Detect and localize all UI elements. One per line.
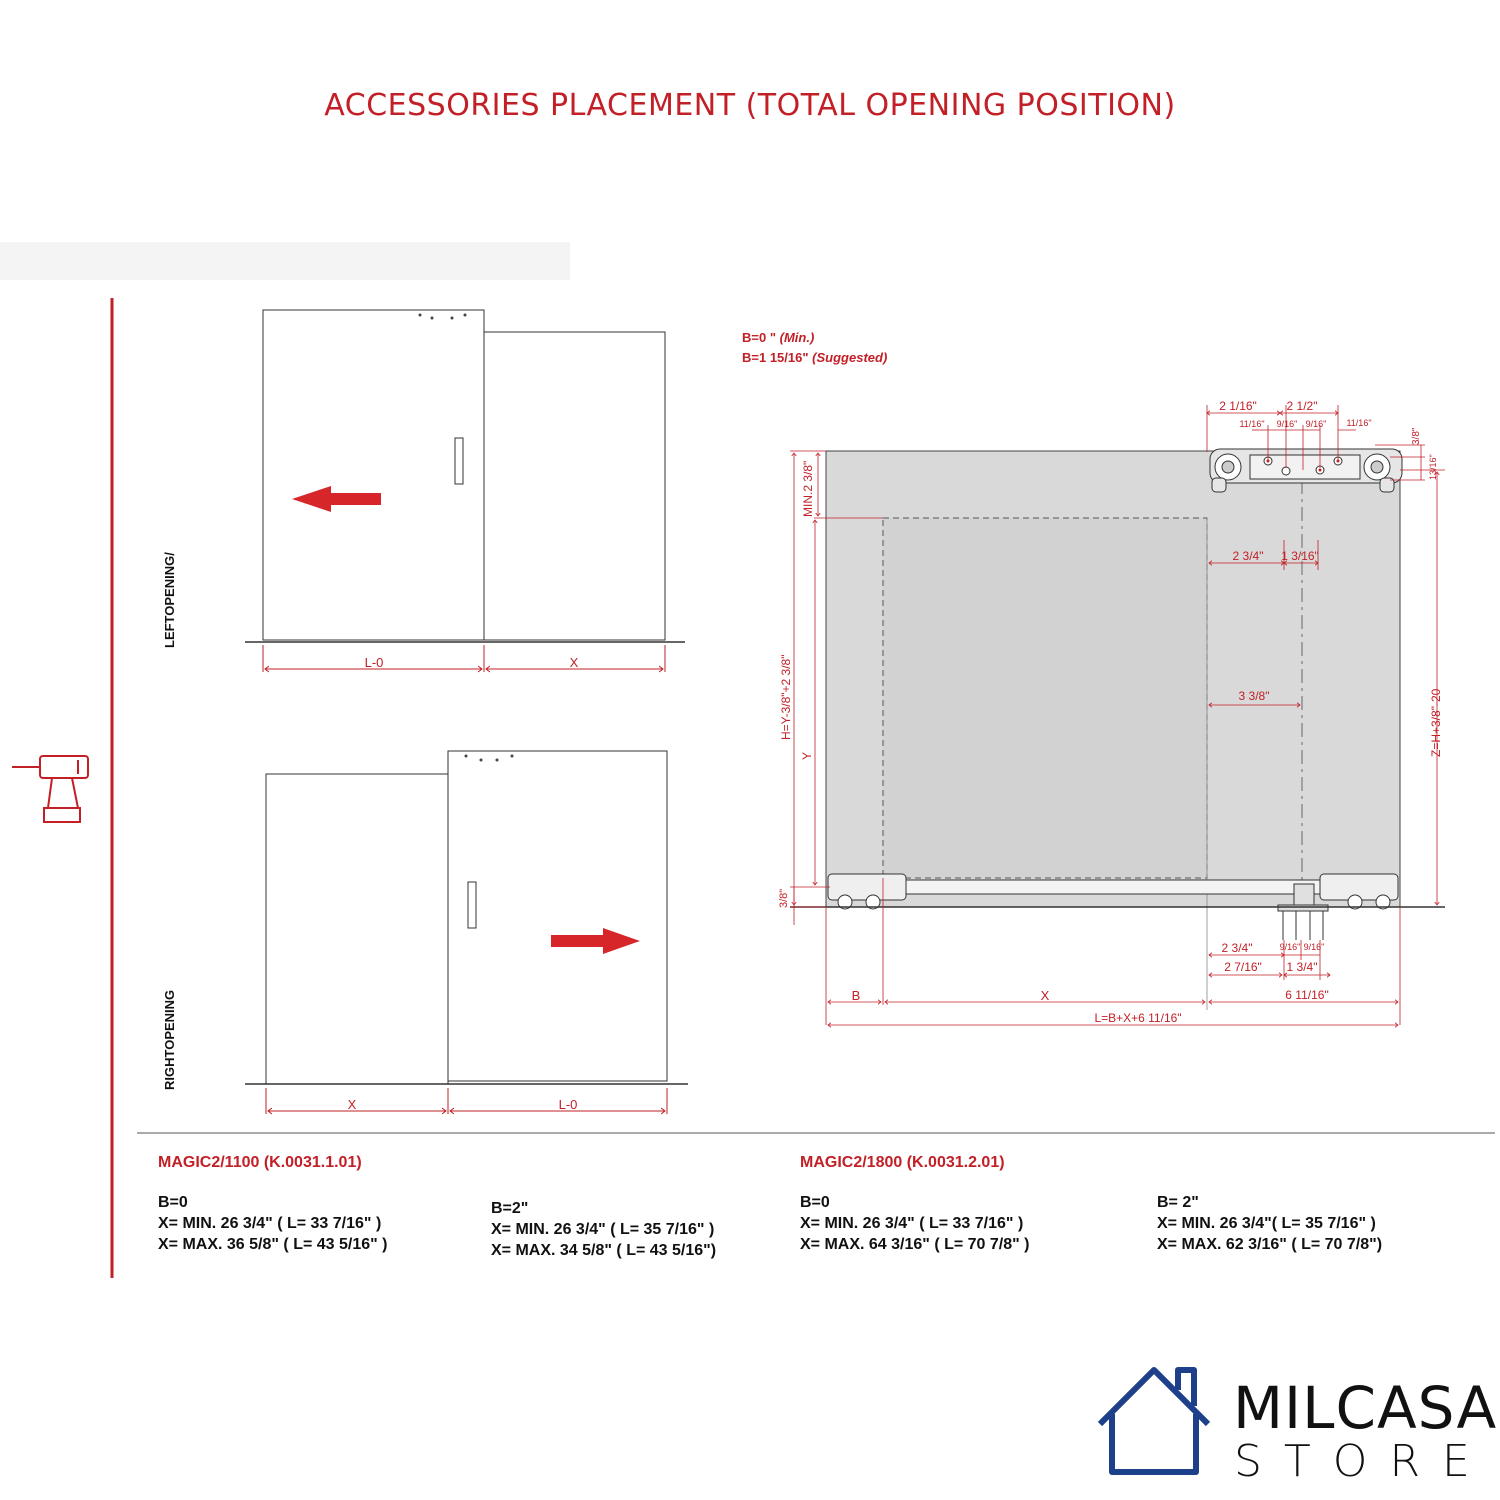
- spec-model-1100: MAGIC2/1100 (K.0031.1.01): [158, 1154, 362, 1171]
- dim-min-238: MIN.2 3/8": [801, 460, 815, 517]
- detail-drawing: [790, 449, 1445, 1010]
- door-panel: [448, 751, 667, 1081]
- brand-subtitle: STORE: [1234, 1436, 1492, 1487]
- dim-right-door: L-0: [558, 1097, 578, 1112]
- spec-min: X= MIN. 26 3/4" ( L= 33 7/16" ): [800, 1215, 1024, 1232]
- spec-1800-b0: [800, 1192, 1030, 1255]
- roller-holes: [465, 755, 514, 762]
- dim-b: B: [851, 988, 861, 1003]
- dim-x: X: [1040, 988, 1050, 1003]
- left-direction-arrow: [292, 486, 381, 512]
- dim-bottom-38: 3/8": [778, 888, 790, 908]
- b-suggested-value: B=1 15/16": [742, 350, 809, 365]
- spec-b: B=2": [491, 1200, 529, 1217]
- dim-bottom-3: 9/16": [1303, 942, 1325, 952]
- b-suggested-label: (Suggested): [812, 350, 888, 365]
- spec-1100-b2: [491, 1198, 716, 1261]
- dim-z-formula: Z=H+3/8"-20: [1429, 688, 1443, 757]
- dim-top-6: 11/16": [1346, 418, 1372, 428]
- dim-top-5: 9/16": [1305, 419, 1327, 429]
- dim-top-1: 2 1/16": [1219, 399, 1257, 413]
- brand-name: MILCASA: [1233, 1374, 1498, 1442]
- dim-bottom-1: 2 3/4": [1221, 941, 1253, 955]
- house-icon: [1100, 1370, 1208, 1472]
- dim-bottom-4: 2 7/16": [1224, 960, 1262, 974]
- dim-bottom-2: 9/16": [1279, 942, 1301, 952]
- b-min-value: B=0 ": [742, 330, 776, 345]
- dim-inner-2: 1 3/16": [1281, 549, 1319, 563]
- page-title: ACCESSORIES PLACEMENT (TOTAL OPENING POSITION): [324, 88, 1176, 123]
- spec-1100-b0: [158, 1192, 388, 1255]
- right-dimension-lines: [266, 1088, 667, 1114]
- fixed-panel: [484, 332, 665, 640]
- dim-inner-1: 2 3/4": [1232, 549, 1264, 563]
- dim-l-formula: L=B+X+6 11/16": [1094, 1011, 1182, 1025]
- b-notes: [742, 328, 887, 368]
- dim-bottom-5: 1 3/4": [1286, 960, 1318, 974]
- left-opening-label: LEFTOPENING/: [162, 552, 177, 648]
- dim-right-opening: X: [347, 1097, 357, 1112]
- spec-b: B=0: [158, 1194, 188, 1211]
- dim-left-door: L-0: [364, 655, 384, 670]
- spec-max: X= MAX. 34 5/8" ( L= 43 5/16"): [491, 1242, 717, 1259]
- dim-top-4: 9/16": [1276, 419, 1298, 429]
- dim-top-8: 13/16": [1428, 454, 1438, 480]
- dim-h-formula: H=Y-3/8"+2 3/8": [779, 654, 793, 740]
- door-handle: [468, 882, 476, 928]
- spec-1800-b2: [1157, 1192, 1382, 1255]
- background-band: [0, 242, 570, 280]
- spec-max: X= MAX. 64 3/16" ( L= 70 7/8" ): [800, 1236, 1030, 1253]
- left-dimension-lines: [263, 645, 665, 672]
- spec-b: B= 2": [1157, 1194, 1199, 1211]
- door-panel: [263, 310, 484, 640]
- dim-y: Y: [800, 751, 814, 760]
- dim-left-opening: X: [569, 655, 579, 670]
- opening-outline: [883, 518, 1207, 878]
- dim-bottom-6: 6 11/16": [1285, 988, 1329, 1002]
- right-opening-diagram: [245, 751, 688, 1084]
- dim-top-2: 2 1/2": [1286, 399, 1318, 413]
- spec-min: X= MIN. 26 3/4" ( L= 33 7/16" ): [158, 1215, 382, 1232]
- spec-model-1800: MAGIC2/1800 (K.0031.2.01): [800, 1154, 1005, 1171]
- left-opening-diagram: [245, 310, 685, 642]
- right-direction-arrow: [551, 928, 640, 954]
- spec-b: B=0: [800, 1194, 830, 1211]
- dim-top-3: 11/16": [1239, 419, 1265, 429]
- spec-max: X= MAX. 36 5/8" ( L= 43 5/16" ): [158, 1236, 388, 1253]
- dim-inner-3: 3 3/8": [1238, 689, 1270, 703]
- drill-icon: [12, 756, 88, 822]
- spec-min: X= MIN. 26 3/4"( L= 35 7/16" ): [1157, 1215, 1376, 1232]
- spec-max: X= MAX. 62 3/16" ( L= 70 7/8"): [1157, 1236, 1383, 1253]
- right-opening-label: RIGHTOPENING: [162, 989, 177, 1090]
- fixed-panel: [266, 774, 448, 1084]
- dim-top-7: 3/8": [1411, 427, 1422, 445]
- b-min-label: (Min.): [779, 330, 815, 345]
- spec-min: X= MIN. 26 3/4" ( L= 35 7/16" ): [491, 1221, 715, 1238]
- door-handle: [455, 438, 463, 484]
- roller-holes: [419, 314, 467, 320]
